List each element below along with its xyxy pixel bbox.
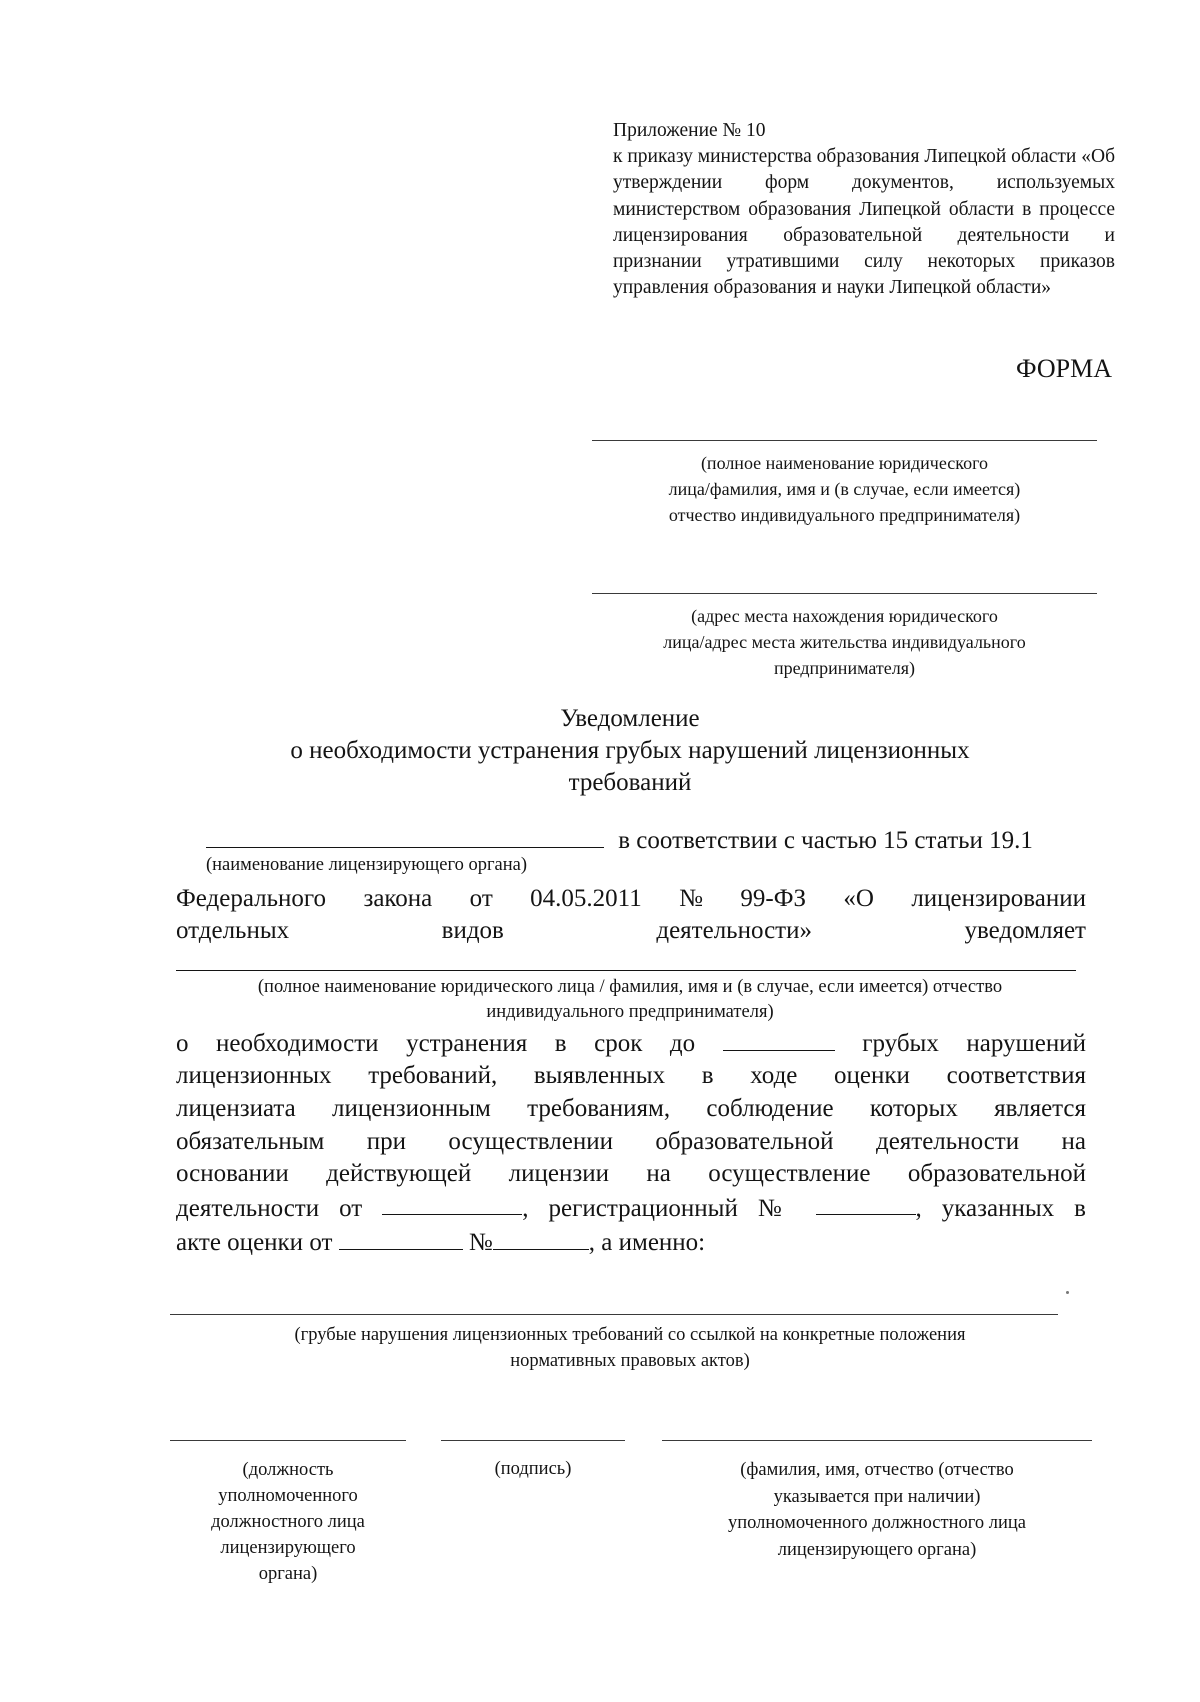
paragraph-line	[176, 1191, 1086, 1225]
deadline-blank[interactable]	[723, 1026, 835, 1051]
fio-signature-line[interactable]	[662, 1440, 1092, 1441]
appendix-number: Приложение № 10	[613, 120, 766, 141]
title-line: о необходимости устранения грубых нарушений лицензионных	[290, 737, 970, 764]
word: от	[469, 885, 493, 912]
signature-line[interactable]	[441, 1440, 625, 1441]
caption-line: (полное наименование юридического лица / фамилия, имя и (в случае, если имеется) отчество	[257, 977, 1003, 997]
caption-line: предпринимателя)	[774, 658, 915, 678]
caption-line: лицензирующего органа)	[777, 1539, 977, 1560]
word: 04.05.2011	[530, 885, 642, 912]
text: , а именно:	[588, 1228, 706, 1256]
text: грубых нарушений	[862, 1029, 1087, 1057]
recipient-name-caption	[592, 450, 1097, 528]
law-line-1	[176, 883, 1086, 915]
caption-line: (должность	[242, 1460, 334, 1480]
intro-text: в соответствии с частью 15 статьи 19.1	[618, 826, 1033, 854]
paragraph-line	[176, 1225, 1086, 1259]
caption-line: отчество индивидуального предпринимателя)	[668, 505, 1021, 525]
assessment-date-blank[interactable]	[339, 1225, 463, 1250]
word: «О	[843, 885, 874, 912]
title-line: Уведомление	[560, 705, 700, 732]
caption-line: (грубые нарушения лицензионных требований со ссылкой на конкретные положения	[294, 1325, 966, 1345]
notice-paragraph	[176, 1026, 1086, 1259]
word: Федерального	[176, 885, 327, 912]
license-date-blank[interactable]	[382, 1191, 522, 1216]
appendix-line: области «Об утверждении форм документов,	[613, 146, 1115, 194]
appendix-line: Липецкой области в процессе лицензирования	[613, 198, 1116, 246]
caption-line: лица/адрес места жительства индивидуального	[663, 632, 1026, 652]
caption-line: лица/фамилия, имя и (в случае, если имеется)	[668, 479, 1021, 499]
text: , указанных в	[915, 1194, 1086, 1222]
word: деятельности»	[656, 917, 812, 944]
paragraph-line: обязательным при осуществлении образовательной деятельности на	[176, 1127, 1086, 1155]
word: 99-ФЗ	[740, 885, 806, 912]
sign-caption: (подпись)	[494, 1459, 572, 1479]
position-caption	[170, 1457, 406, 1587]
violations-caption	[150, 1322, 1110, 1374]
caption-line: (фамилия, имя, отчество (отчество	[740, 1460, 1014, 1480]
caption-line: лицензирующего	[220, 1538, 356, 1558]
law-line-2	[176, 915, 1086, 947]
licensee-caption	[150, 975, 1110, 1025]
word: закона	[363, 885, 433, 912]
caption-line: органа)	[258, 1564, 318, 1584]
fio-caption	[662, 1457, 1092, 1563]
scan-speck	[1066, 1291, 1069, 1294]
word: уведомляет	[964, 917, 1086, 944]
recipient-address-line[interactable]	[592, 593, 1097, 594]
word: лицензировании	[911, 885, 1086, 912]
position-signature-line[interactable]	[170, 1440, 406, 1441]
violations-line[interactable]	[170, 1314, 1058, 1315]
text: о необходимости устранения в срок до	[176, 1029, 696, 1057]
caption-line: уполномоченного должностного лица	[728, 1513, 1026, 1533]
registration-number-blank[interactable]	[816, 1191, 916, 1216]
caption-line: (полное наименование юридического	[700, 453, 989, 473]
paragraph-line: лицензионных требований, выявленных в ходе оценки соответствия	[176, 1062, 1086, 1090]
caption-line: нормативных правовых актов)	[510, 1351, 750, 1371]
caption-line: уполномоченного	[218, 1486, 358, 1506]
text: акте оценки от	[176, 1228, 333, 1256]
document-title	[150, 703, 1110, 799]
paragraph-line	[176, 1026, 1086, 1060]
appendix-text	[613, 144, 1115, 301]
licensee-name-line[interactable]	[176, 970, 1076, 971]
text: деятельности от	[176, 1194, 363, 1222]
word: видов	[441, 917, 504, 944]
caption-line: индивидуального предпринимателя)	[486, 1002, 774, 1022]
assessment-number-blank[interactable]	[493, 1225, 589, 1250]
appendix-line: утратившими силу некоторых приказов управления	[613, 251, 1116, 299]
caption-line: должностного лица	[211, 1512, 365, 1532]
licensing-body-row	[206, 823, 1086, 857]
form-label: ФОРМА	[1016, 354, 1112, 383]
appendix-block	[613, 118, 1115, 301]
paragraph-line: лицензиата лицензионным требованиям, соблюдение которых является	[176, 1094, 1086, 1122]
appendix-line: образования и науки Липецкой области»	[713, 277, 1052, 299]
licensing-body-caption: (наименование лицензирующего органа)	[206, 855, 528, 875]
appendix-line: используемых министерством образования	[613, 172, 1115, 220]
text: , регистрационный №	[522, 1194, 796, 1222]
caption-line: указывается при наличии)	[773, 1486, 981, 1507]
licensing-body-blank[interactable]	[206, 823, 604, 848]
title-line: требований	[568, 769, 692, 796]
text: №	[468, 1228, 493, 1256]
recipient-address-caption	[592, 603, 1097, 681]
appendix-line: образовательной деятельности и признании	[613, 224, 1115, 273]
recipient-name-line[interactable]	[592, 440, 1097, 441]
word: №	[679, 885, 703, 912]
paragraph-line: основании действующей лицензии на осуществление образовательной	[176, 1160, 1086, 1188]
caption-line: (адрес места нахождения юридического	[691, 606, 998, 626]
word: отдельных	[176, 917, 290, 944]
appendix-line: к приказу министерства образования Липецкой	[613, 146, 1007, 168]
